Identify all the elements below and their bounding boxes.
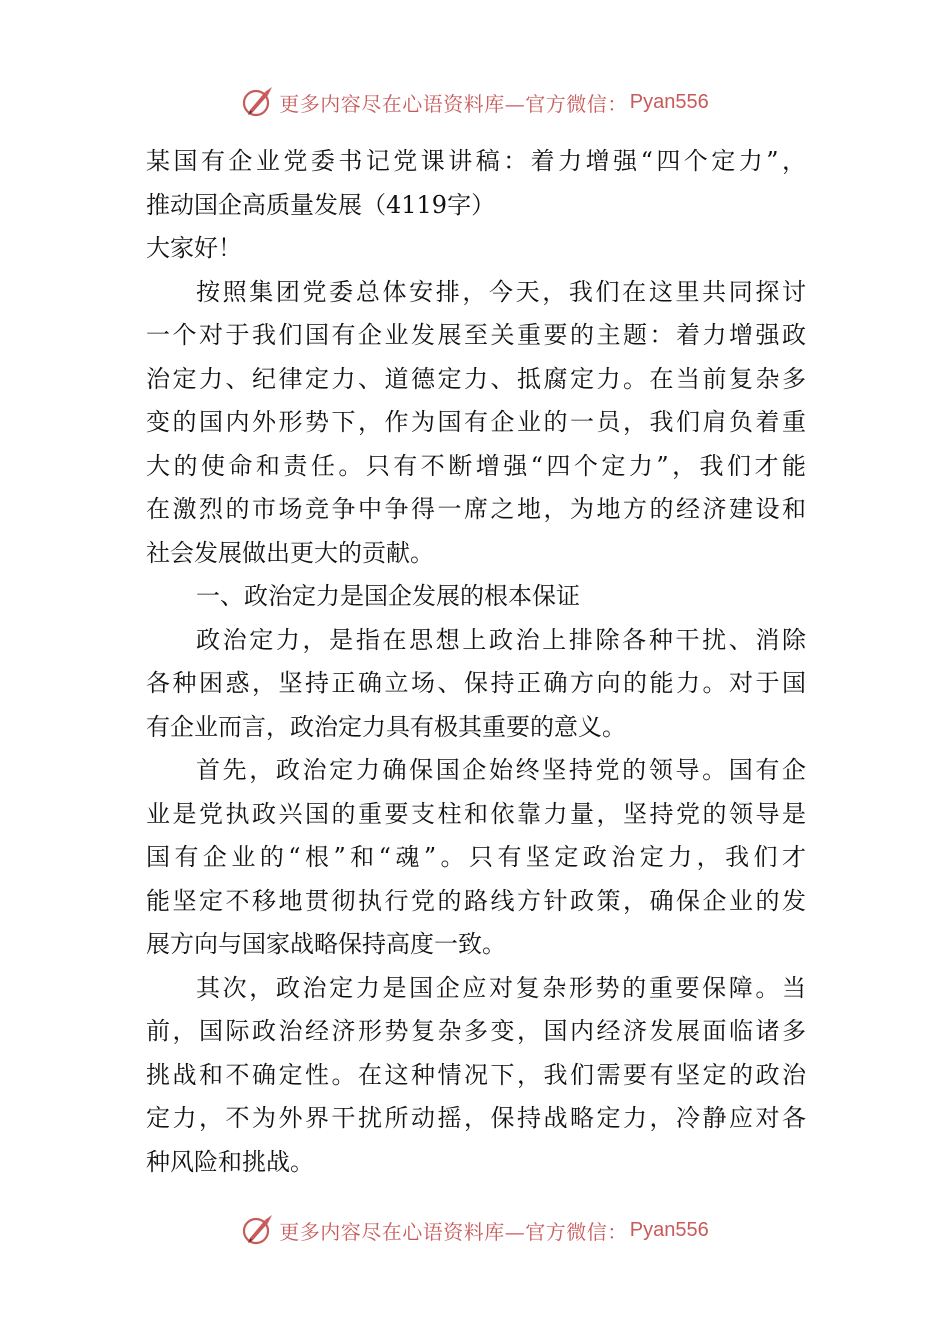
banner-wechat-id: Pyan556 xyxy=(629,90,709,113)
paragraph-first-point xyxy=(146,749,806,967)
paragraph-political-definition xyxy=(146,619,806,750)
paragraph-intro xyxy=(146,271,806,576)
paragraph-line: 治定力、纪律定力、道德定力、抵腐定力。在当前复杂多 xyxy=(146,364,806,393)
paragraph-line: 能坚定不移地贯彻执行党的路线方针政策，确保企业的发 xyxy=(146,886,806,915)
quill-pen-logo-icon xyxy=(241,1213,275,1247)
banner-text: 更多内容尽在心语资料库—官方微信： xyxy=(279,1219,628,1244)
greeting: 大家好！ xyxy=(146,234,242,262)
header-banner xyxy=(0,82,950,122)
document-title-line-2: 推动国企高质量发展（4119字） xyxy=(146,190,496,219)
paragraph-line: 前，国际政治经济形势复杂多变，国内经济发展面临诸多 xyxy=(146,1017,806,1045)
paragraph-second-point xyxy=(146,967,806,1185)
paragraph-line: 业是党执政兴国的重要支柱和依靠力量，坚持党的领导是 xyxy=(146,799,806,828)
footer-banner xyxy=(0,1210,950,1250)
quill-pen-logo-icon xyxy=(241,85,275,119)
paragraph-line: 各种困惑，坚持正确立场、保持正确方向的能力。对于国 xyxy=(146,669,806,697)
paragraph-line: 定力，不为外界干扰所动摇，保持战略定力，冷静应对各 xyxy=(146,1104,806,1132)
paragraph-line: 政治定力，是指在思想上政治上排除各种干扰、消除 xyxy=(196,625,806,654)
paragraph-line: 社会发展做出更大的贡献。 xyxy=(146,538,434,567)
paragraph-line: 首先，政治定力确保国企始终坚持党的领导。国有企 xyxy=(196,756,806,784)
paragraph-line: 展方向与国家战略保持高度一致。 xyxy=(146,930,506,958)
paragraph-line: 大的使命和责任。只有不断增强“四个定力”，我们才能 xyxy=(146,451,806,480)
banner-wechat-id: Pyan556 xyxy=(629,1218,709,1241)
paragraph-line: 种风险和挑战。 xyxy=(146,1147,314,1176)
banner-text: 更多内容尽在心语资料库—官方微信： xyxy=(279,91,628,116)
paragraph-line: 其次，政治定力是国企应对复杂形势的重要保障。当 xyxy=(196,973,806,1002)
section-heading-1 xyxy=(146,575,806,619)
paragraph-line: 有企业而言，政治定力具有极其重要的意义。 xyxy=(146,712,626,741)
paragraph-line: 一个对于我们国有企业发展至关重要的主题：着力增强政 xyxy=(146,321,806,349)
paragraph-line: 挑战和不确定性。在这种情况下，我们需要有坚定的政治 xyxy=(146,1060,806,1089)
paragraph-line: 国有企业的“根”和“魂”。只有坚定政治定力，我们才 xyxy=(146,843,806,871)
section-heading-line: 一、政治定力是国企发展的根本保证 xyxy=(196,582,580,610)
paragraph-line: 变的国内外形势下，作为国有企业的一员，我们肩负着重 xyxy=(146,408,806,436)
document-title-line-1: 某国有企业党委书记党课讲稿：着力增强“四个定力”， xyxy=(146,147,806,175)
paragraph-line: 在激烈的市场竞争中争得一席之地，为地方的经济建设和 xyxy=(146,495,806,523)
paragraph-line: 按照集团党委总体安排，今天，我们在这里共同探讨 xyxy=(196,277,806,306)
document-body xyxy=(146,140,806,1184)
